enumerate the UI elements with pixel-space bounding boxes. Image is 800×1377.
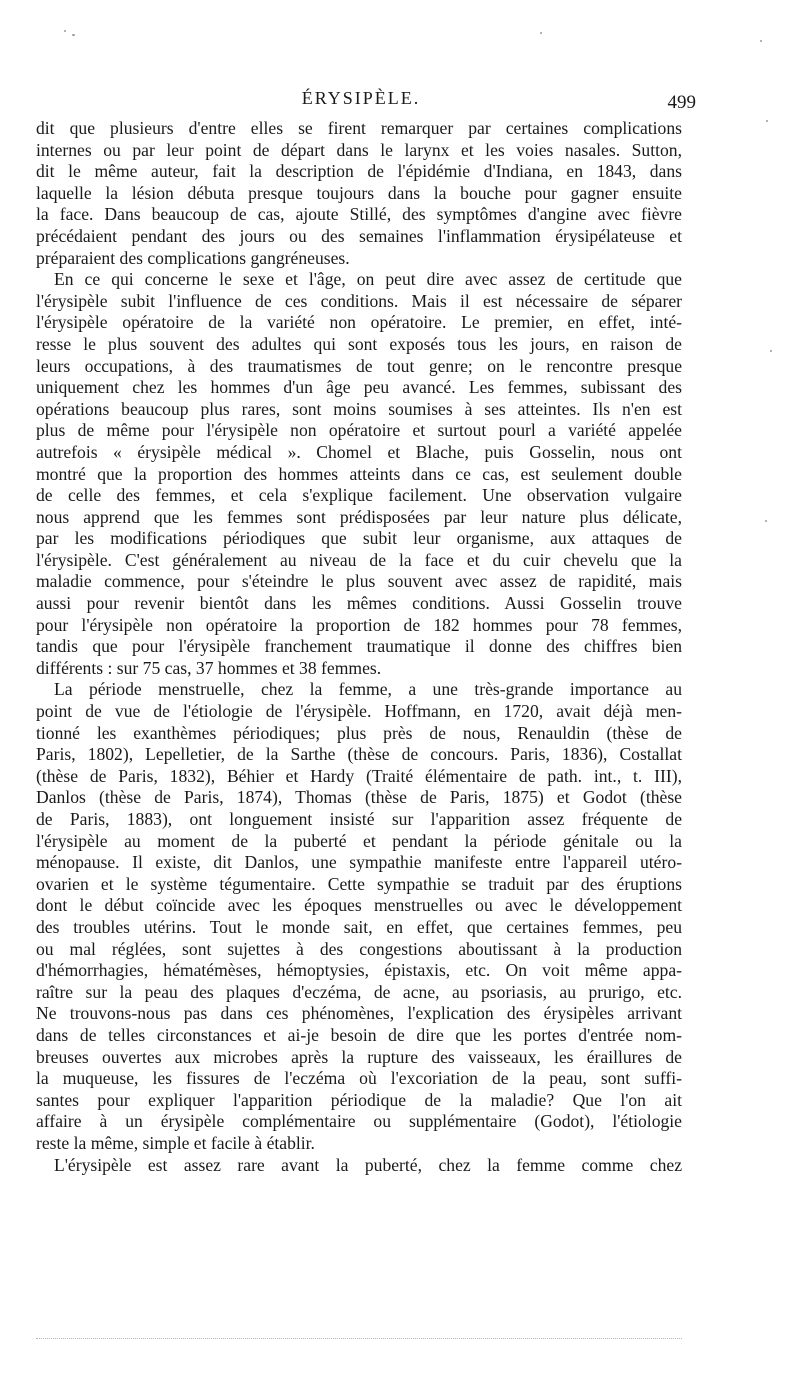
text-line: raître sur la peau des plaques d'eczéma, de acne, au psoriasis, au prurigo, etc. (36, 981, 682, 1002)
text-line: reste la même, simple et facile à établir. (36, 1132, 315, 1153)
text-line: plus de même pour l'érysipèle non opératoire et surtout pourl a variété appelée (36, 420, 682, 441)
text-line: internes ou par leur point de départ dans le larynx et les voies nasales. Sutton, (36, 139, 682, 160)
text-line: ménopause. Il existe, dit Danlos, une sympathie manifeste entre l'appareil utéro- (36, 852, 682, 873)
text-line: santes pour expliquer l'apparition périodique de la maladie? Que l'on ait (36, 1089, 682, 1110)
text-line: tionné les exanthèmes périodiques; plus près de nous, Renauldin (thèse de (36, 722, 682, 743)
text-line: maladie commence, pour s'éteindre le plus souvent avec assez de rapidité, mais (36, 571, 682, 592)
text-line: dit le même auteur, fait la description de l'épidémie d'Indiana, en 1843, dans (36, 161, 682, 182)
text-line: la muqueuse, les fissures de l'eczéma où l'excoriation de la peau, sont suffi- (36, 1068, 682, 1089)
text-line: préparaient des complications gangréneuses. (36, 247, 350, 268)
text-line: l'érysipèle subit l'influence de ces conditions. Mais il est nécessaire de séparer (36, 290, 682, 311)
text-line: montré que la proportion des hommes atteints dans ce cas, est seulement double (36, 463, 682, 484)
scan-speckle (64, 30, 66, 32)
text-line: de Paris, 1883), ont longuement insisté sur l'apparition assez fréquente de (36, 809, 682, 829)
page-header (36, 88, 696, 118)
text-line: breuses ouvertes aux microbes après la rupture des vaisseaux, les éraillures de (36, 1046, 682, 1067)
text-line: précédaient pendant des jours ou des semaines l'inflammation érysipélateuse et (36, 225, 682, 246)
text-line: laquelle la lésion débuta presque toujours dans la bouche pour gagner ensuite (36, 182, 682, 203)
scan-speckle (766, 120, 768, 122)
text-line: la face. Dans beaucoup de cas, ajoute Stillé, des symptômes d'angine avec fièvre (36, 204, 682, 225)
text-line: aussi pour revenir bientôt dans les mêmes conditions. Aussi Gosselin trouve (36, 593, 682, 614)
text-line: Paris, 1802), Lepelletier, de la Sarthe (thèse de concours. Paris, 1836), Costallat (36, 744, 682, 765)
text-line: des troubles utérins. Tout le monde sait, en effet, que certaines femmes, peu (36, 916, 682, 937)
paragraph-first-line: L'érysipèle est assez rare avant la puberté, chez la femme comme chez (54, 1154, 682, 1175)
paragraph-first-line: La période menstruelle, chez la femme, a une très-grande importance au (54, 679, 682, 700)
text-line: affaire à un érysipèle complémentaire ou supplémentaire (Godot), l'étiologie (36, 1111, 682, 1132)
scan-speckle (765, 520, 767, 522)
text-line: l'érysipèle au moment de la puberté et pendant la période génitale ou la (36, 830, 682, 851)
text-line: tandis que pour l'érysipèle franchement traumatique il donne des chiffres bien (36, 636, 682, 657)
text-line: uniquement chez les hommes d'un âge peu avancé. Les femmes, subissant des (36, 377, 682, 398)
text-line: leurs occupations, à des traumatismes de tout genre; on le rencontre presque (36, 355, 682, 376)
text-line: par les modifications périodiques que subit leur organisme, aux attaques de (36, 528, 682, 549)
text-line: point de vue de l'étiologie de l'érysipèle. Hoffmann, en 1720, avait déjà men- (36, 701, 682, 722)
text-line: l'érysipèle opératoire de la variété non opératoire. Le premier, en effet, inté- (36, 312, 682, 333)
text-line: ovarien et le système tégumentaire. Cette sympathie se traduit par des éruptions (36, 873, 682, 894)
text-line: dont le début coïncide avec les époques menstruelles ou avec le développement (36, 895, 682, 916)
text-line: d'hémorrhagies, hématémèses, hémoptysies, épistaxis, etc. On voit même appa- (36, 960, 682, 981)
scan-speckle (770, 350, 772, 352)
body-text (36, 118, 682, 1176)
scan-speckle (72, 34, 75, 36)
scan-edge-dots (36, 1338, 682, 1339)
running-title: ÉRYSIPÈLE. (301, 88, 421, 108)
text-line: pour l'érysipèle non opératoire la proportion de 182 hommes pour 78 femmes, (36, 614, 682, 635)
scan-speckle (540, 32, 542, 34)
text-line: nous apprend que les femmes sont prédisposées par leur nature plus délicate, (36, 506, 682, 527)
text-line: dans de telles circonstances et ai-je besoin de dire que les portes d'entrée nom- (36, 1024, 682, 1045)
text-line: opérations beaucoup plus rares, sont moins soumises à ses atteintes. Ils n'en est (36, 398, 682, 419)
text-line: (thèse de Paris, 1832), Béhier et Hardy (Traité élémentaire de path. int., t. III), (36, 765, 682, 786)
text-line: autrefois « érysipèle médical ». Chomel et Blache, puis Gosselin, nous ont (36, 441, 682, 462)
paragraph-first-line: En ce qui concerne le sexe et l'âge, on peut dire avec assez de certitude que (54, 269, 682, 290)
text-line: l'érysipèle. C'est généralement au niveau de la face et du cuir chevelu que la (36, 549, 682, 570)
text-line: de celle des femmes, et cela s'explique facilement. Une observation vulgaire (36, 485, 682, 506)
text-line: Ne trouvons-nous pas dans ces phénomènes, l'explication des érysipèles arrivant (36, 1003, 682, 1024)
text-line: ou mal réglées, sont sujettes à des congestions aboutissant à la production (36, 938, 682, 959)
text-line: différents : sur 75 cas, 37 hommes et 38 femmes. (36, 657, 382, 678)
text-line: Danlos (thèse de Paris, 1874), Thomas (thèse de Paris, 1875) et Godot (thèse (36, 787, 682, 808)
text-line: resse le plus souvent des adultes qui sont exposés tous les jours, en raison de (36, 333, 682, 354)
scan-speckle (760, 40, 762, 42)
page-number: 499 (667, 92, 696, 113)
text-line: dit que plusieurs d'entre elles se firent remarquer par certaines complications (36, 118, 682, 138)
